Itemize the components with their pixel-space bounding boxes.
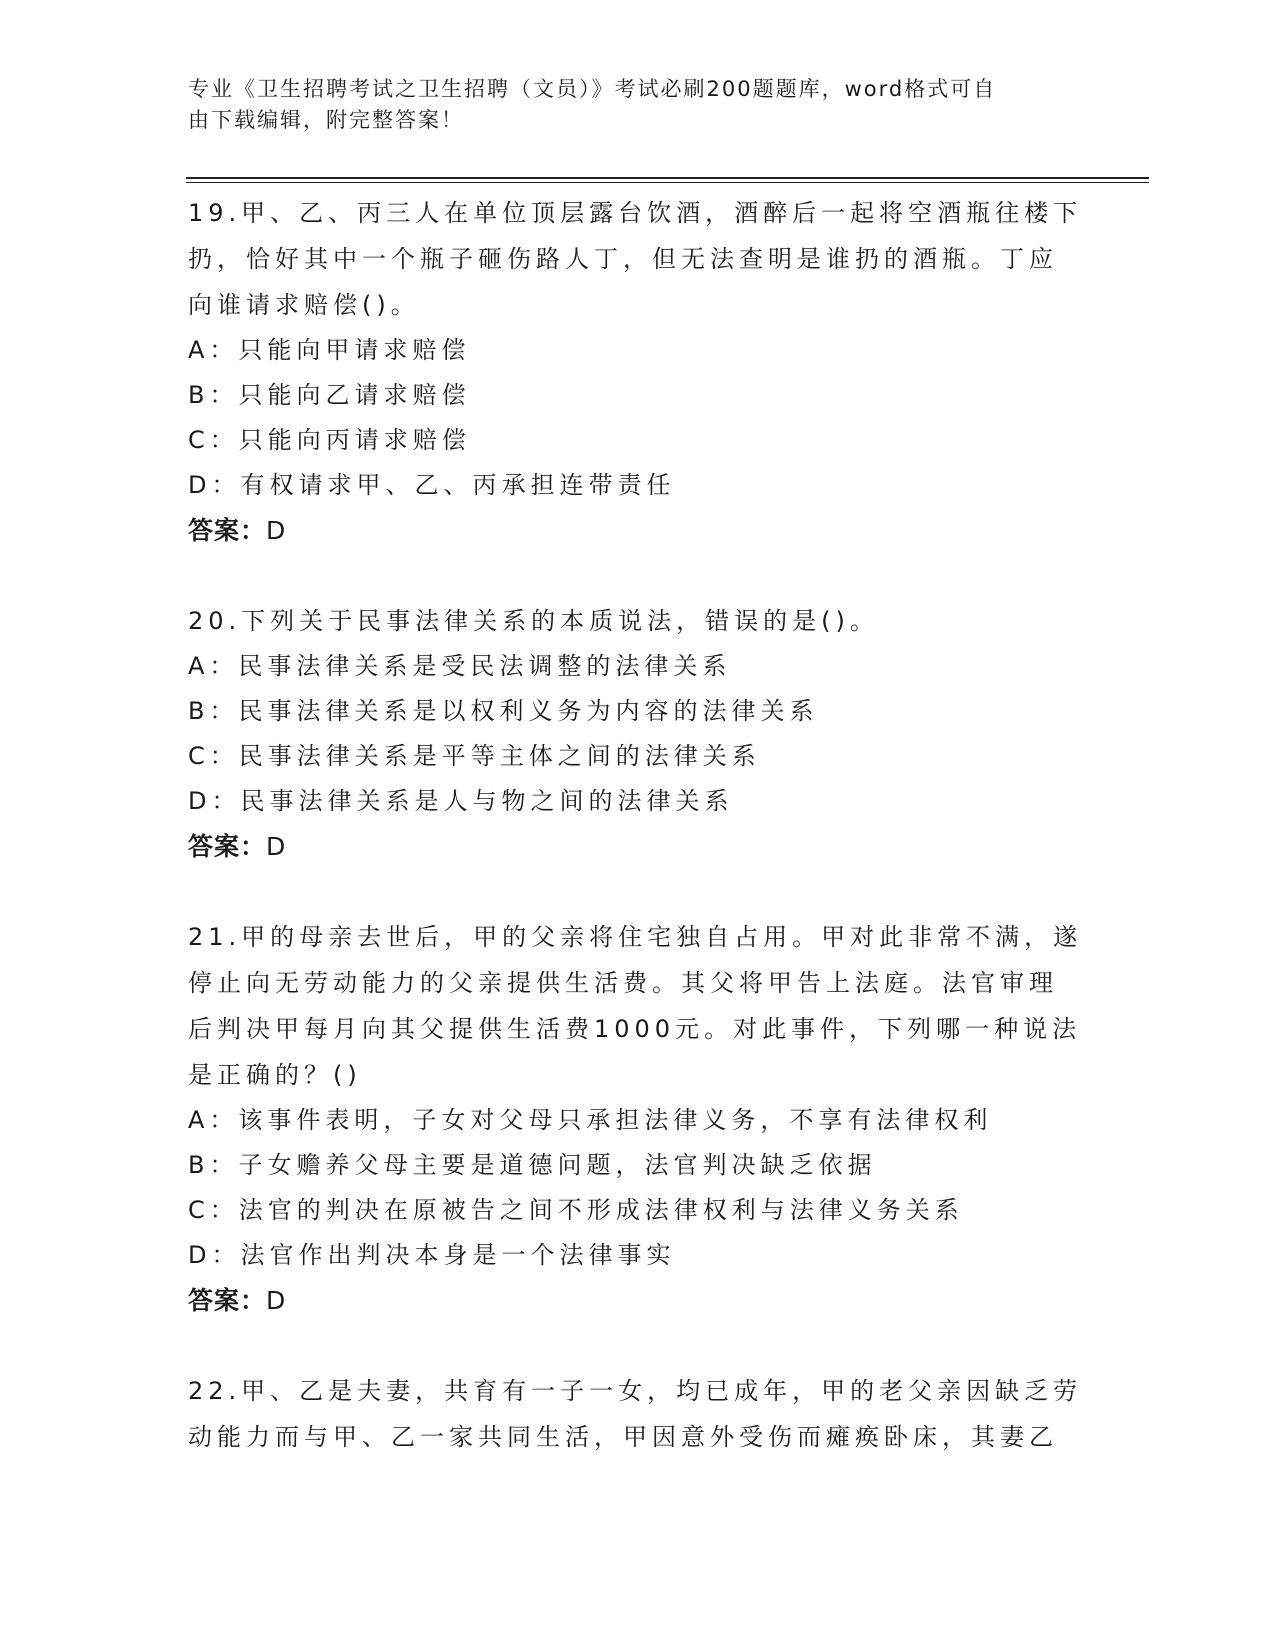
answer-label: 答案： [188,1286,267,1315]
answer-value: D [266,516,287,545]
option-b: B：子女赡养父母主要是道德问题，法官判决缺乏依据 [188,1151,877,1179]
answer-line [188,508,1088,554]
answer-value: D [266,832,287,861]
question-text-line: 扔，恰好其中一个瓶子砸伤路人丁，但无法查明是谁扔的酒瓶。丁应 [188,245,1058,273]
question-text-line: 20.下列关于民事法律关系的本质说法，错误的是()。 [188,607,879,635]
question-19 [188,190,1088,554]
question-22 [188,1368,1088,1460]
answer-label: 答案： [188,516,267,545]
question-text-line: 是正确的？() [188,1061,362,1089]
question-20 [188,598,1088,870]
header-rule-thin [186,182,1149,183]
header-rule-thick [186,177,1149,179]
option-c: C：只能向丙请求赔偿 [188,426,471,454]
option-b: B：民事法律关系是以权利义务为内容的法律关系 [188,697,819,725]
document-header [188,74,1068,136]
answer-label: 答案： [188,832,267,861]
question-text-line: 停止向无劳动能力的父亲提供生活费。其父将甲告上法庭。法官审理 [188,969,1058,997]
answer-line [188,824,1088,870]
option-a: A：该事件表明，子女对父母只承担法律义务，不享有法律权利 [188,1106,993,1134]
option-d: D：民事法律关系是人与物之间的法律关系 [188,787,734,815]
header-line-2: 由下载编辑，附完整答案！ [188,108,464,132]
option-a: A：只能向甲请求赔偿 [188,336,471,364]
option-d: D：有权请求甲、乙、丙承担连带责任 [188,471,676,499]
question-list [188,190,1088,1504]
header-line-1: 专业《卫生招聘考试之卫生招聘（文员）》考试必刷200题题库，word格式可自 [188,77,997,101]
answer-line [188,1278,1088,1324]
question-text-line: 后判决甲每月向其父提供生活费1000元。对此事件，下列哪一种说法 [188,1015,1082,1043]
option-b: B：只能向乙请求赔偿 [188,381,471,409]
question-text-line: 动能力而与甲、乙一家共同生活，甲因意外受伤而瘫痪卧床，其妻乙 [188,1423,1058,1451]
question-text-line: 22.甲、乙是夫妻，共育有一子一女，均已成年，甲的老父亲因缺乏劳 [188,1377,1083,1405]
option-a: A：民事法律关系是受民法调整的法律关系 [188,652,732,680]
option-c: C：民事法律关系是平等主体之间的法律关系 [188,742,761,770]
option-c: C：法官的判决在原被告之间不形成法律权利与法律义务关系 [188,1196,964,1224]
answer-value: D [266,1286,287,1315]
question-text-line: 向谁请求赔偿()。 [188,291,420,319]
question-21 [188,914,1088,1324]
question-text-line: 21.甲的母亲去世后，甲的父亲将住宅独自占用。甲对此非常不满，遂 [188,923,1083,951]
question-text-line: 19.甲、乙、丙三人在单位顶层露台饮酒，酒醉后一起将空酒瓶往楼下 [188,199,1083,227]
option-d: D：法官作出判决本身是一个法律事实 [188,1241,676,1269]
